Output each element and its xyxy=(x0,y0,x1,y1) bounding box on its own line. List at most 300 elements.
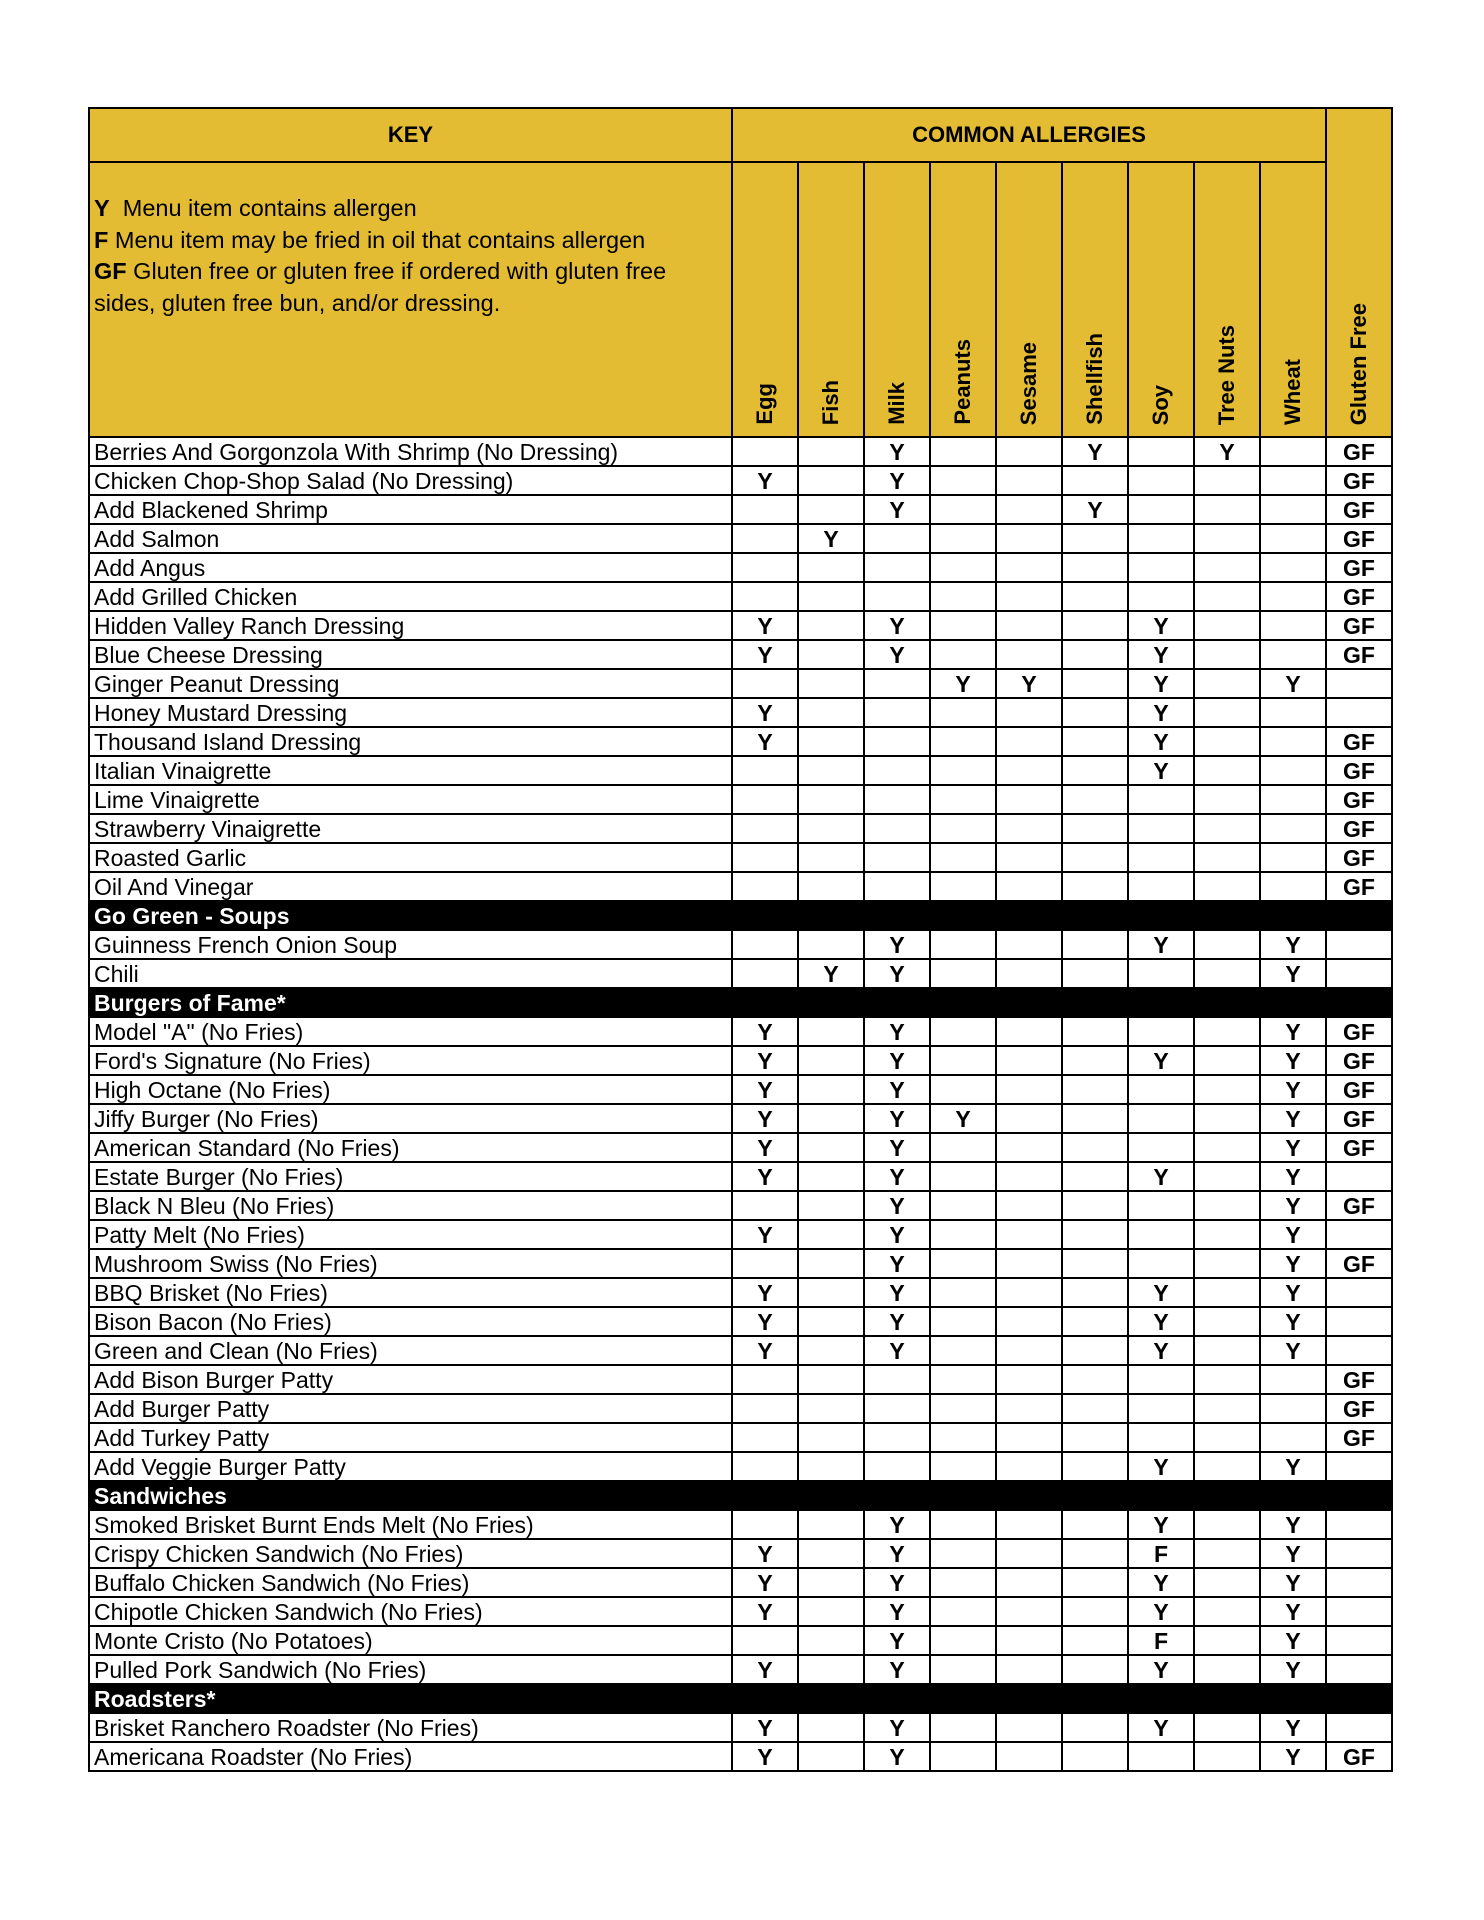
cell-shellfish xyxy=(1062,1568,1128,1597)
table-row xyxy=(89,669,1392,698)
cell-sesame xyxy=(996,1307,1062,1336)
cell-egg xyxy=(732,669,798,698)
cell-gf: GF xyxy=(1326,785,1392,814)
cell-milk: Y xyxy=(864,959,930,988)
table-row xyxy=(89,1249,1392,1278)
cell-soy xyxy=(1128,1220,1194,1249)
cell-shellfish: Y xyxy=(1062,495,1128,524)
cell-tree-nuts xyxy=(1194,1742,1260,1771)
cell-sesame xyxy=(996,1046,1062,1075)
cell-peanuts xyxy=(930,1278,996,1307)
cell-fish xyxy=(798,785,864,814)
cell-soy xyxy=(1128,1017,1194,1046)
cell-sesame xyxy=(996,814,1062,843)
cell-wheat: Y xyxy=(1260,959,1326,988)
menu-item-name: Honey Mustard Dressing xyxy=(89,698,732,727)
cell-soy xyxy=(1128,466,1194,495)
cell-sesame xyxy=(996,1133,1062,1162)
cell-sesame xyxy=(996,1162,1062,1191)
cell-sesame xyxy=(996,524,1062,553)
allergen-header-shellfish xyxy=(1062,162,1128,437)
cell-wheat: Y xyxy=(1260,669,1326,698)
cell-gf: GF xyxy=(1326,553,1392,582)
cell-wheat: Y xyxy=(1260,1452,1326,1481)
cell-tree-nuts xyxy=(1194,1075,1260,1104)
allergen-header-soy xyxy=(1128,162,1194,437)
cell-fish xyxy=(798,1017,864,1046)
cell-milk: Y xyxy=(864,1046,930,1075)
table-row xyxy=(89,1510,1392,1539)
cell-wheat: Y xyxy=(1260,1017,1326,1046)
allergen-header-sesame xyxy=(996,162,1062,437)
cell-gf xyxy=(1326,1307,1392,1336)
cell-gf: GF xyxy=(1326,1133,1392,1162)
cell-shellfish xyxy=(1062,553,1128,582)
table-row xyxy=(89,727,1392,756)
cell-shellfish xyxy=(1062,814,1128,843)
cell-egg: Y xyxy=(732,1278,798,1307)
menu-item-name: Add Bison Burger Patty xyxy=(89,1365,732,1394)
cell-peanuts xyxy=(930,1655,996,1684)
cell-peanuts xyxy=(930,640,996,669)
cell-fish xyxy=(798,1046,864,1075)
cell-fish xyxy=(798,1191,864,1220)
cell-soy xyxy=(1128,843,1194,872)
table-row xyxy=(89,1133,1392,1162)
cell-milk: Y xyxy=(864,1626,930,1655)
cell-gf xyxy=(1326,1162,1392,1191)
cell-peanuts xyxy=(930,872,996,901)
cell-shellfish xyxy=(1062,1713,1128,1742)
cell-shellfish xyxy=(1062,1133,1128,1162)
cell-sesame xyxy=(996,698,1062,727)
menu-item-name: Pulled Pork Sandwich (No Fries) xyxy=(89,1655,732,1684)
cell-tree-nuts xyxy=(1194,1510,1260,1539)
cell-shellfish xyxy=(1062,1220,1128,1249)
cell-fish xyxy=(798,843,864,872)
cell-fish xyxy=(798,466,864,495)
cell-egg: Y xyxy=(732,1220,798,1249)
table-row xyxy=(89,1278,1392,1307)
cell-soy xyxy=(1128,1365,1194,1394)
cell-soy: Y xyxy=(1128,611,1194,640)
cell-gf: GF xyxy=(1326,1423,1392,1452)
cell-fish xyxy=(798,1423,864,1452)
cell-wheat: Y xyxy=(1260,1162,1326,1191)
menu-item-name: Oil And Vinegar xyxy=(89,872,732,901)
cell-soy xyxy=(1128,872,1194,901)
key-title: KEY xyxy=(89,108,732,162)
cell-soy: Y xyxy=(1128,1568,1194,1597)
cell-peanuts xyxy=(930,1191,996,1220)
menu-item-name: Monte Cristo (No Potatoes) xyxy=(89,1626,732,1655)
cell-wheat: Y xyxy=(1260,1278,1326,1307)
menu-item-name: BBQ Brisket (No Fries) xyxy=(89,1278,732,1307)
cell-milk xyxy=(864,524,930,553)
cell-wheat: Y xyxy=(1260,1626,1326,1655)
cell-shellfish xyxy=(1062,524,1128,553)
cell-shellfish xyxy=(1062,1742,1128,1771)
menu-item-name: Add Grilled Chicken xyxy=(89,582,732,611)
cell-soy: F xyxy=(1128,1626,1194,1655)
cell-shellfish xyxy=(1062,611,1128,640)
key-line-f: F Menu item may be fried in oil that contains allergen xyxy=(94,226,646,253)
cell-tree-nuts xyxy=(1194,727,1260,756)
cell-peanuts xyxy=(930,1742,996,1771)
menu-item-name: Add Salmon xyxy=(89,524,732,553)
cell-peanuts xyxy=(930,1597,996,1626)
cell-wheat: Y xyxy=(1260,1249,1326,1278)
cell-milk xyxy=(864,814,930,843)
cell-egg: Y xyxy=(732,611,798,640)
section-row xyxy=(89,901,1392,930)
cell-peanuts xyxy=(930,1162,996,1191)
cell-sesame xyxy=(996,1394,1062,1423)
cell-egg: Y xyxy=(732,1104,798,1133)
table-row xyxy=(89,1539,1392,1568)
cell-milk: Y xyxy=(864,1220,930,1249)
cell-peanuts xyxy=(930,756,996,785)
menu-item-name: Add Angus xyxy=(89,553,732,582)
cell-peanuts xyxy=(930,930,996,959)
cell-fish xyxy=(798,1568,864,1597)
cell-shellfish xyxy=(1062,872,1128,901)
cell-milk: Y xyxy=(864,640,930,669)
cell-wheat xyxy=(1260,640,1326,669)
menu-item-name: Berries And Gorgonzola With Shrimp (No Dressing) xyxy=(89,437,732,466)
cell-wheat xyxy=(1260,1365,1326,1394)
menu-item-name: Patty Melt (No Fries) xyxy=(89,1220,732,1249)
cell-soy: Y xyxy=(1128,640,1194,669)
cell-wheat: Y xyxy=(1260,1713,1326,1742)
table-row xyxy=(89,959,1392,988)
cell-soy xyxy=(1128,1394,1194,1423)
cell-peanuts xyxy=(930,553,996,582)
cell-peanuts xyxy=(930,785,996,814)
cell-wheat: Y xyxy=(1260,1510,1326,1539)
cell-peanuts xyxy=(930,1075,996,1104)
cell-tree-nuts xyxy=(1194,640,1260,669)
cell-gf: GF xyxy=(1326,843,1392,872)
cell-gf xyxy=(1326,959,1392,988)
cell-tree-nuts xyxy=(1194,872,1260,901)
cell-soy: Y xyxy=(1128,698,1194,727)
cell-soy: Y xyxy=(1128,1597,1194,1626)
cell-tree-nuts xyxy=(1194,1046,1260,1075)
cell-wheat: Y xyxy=(1260,1133,1326,1162)
cell-peanuts xyxy=(930,495,996,524)
table-row xyxy=(89,1655,1392,1684)
cell-peanuts xyxy=(930,1626,996,1655)
cell-peanuts xyxy=(930,1539,996,1568)
cell-soy: Y xyxy=(1128,1510,1194,1539)
cell-peanuts xyxy=(930,727,996,756)
cell-tree-nuts xyxy=(1194,669,1260,698)
cell-sesame xyxy=(996,843,1062,872)
cell-peanuts xyxy=(930,437,996,466)
cell-sesame xyxy=(996,1191,1062,1220)
cell-fish xyxy=(798,1742,864,1771)
cell-sesame xyxy=(996,1510,1062,1539)
menu-item-name: Mushroom Swiss (No Fries) xyxy=(89,1249,732,1278)
table-row xyxy=(89,1162,1392,1191)
cell-fish xyxy=(798,1713,864,1742)
cell-shellfish xyxy=(1062,1510,1128,1539)
cell-shellfish xyxy=(1062,669,1128,698)
menu-item-name: Ford's Signature (No Fries) xyxy=(89,1046,732,1075)
menu-item-name: American Standard (No Fries) xyxy=(89,1133,732,1162)
cell-fish: Y xyxy=(798,959,864,988)
cell-peanuts: Y xyxy=(930,1104,996,1133)
menu-item-name: Buffalo Chicken Sandwich (No Fries) xyxy=(89,1568,732,1597)
cell-egg xyxy=(732,582,798,611)
cell-peanuts xyxy=(930,1017,996,1046)
allergen-label: Egg xyxy=(752,383,777,425)
menu-item-name: Roasted Garlic xyxy=(89,843,732,872)
cell-soy: Y xyxy=(1128,756,1194,785)
cell-gf xyxy=(1326,1220,1392,1249)
cell-shellfish xyxy=(1062,1365,1128,1394)
cell-milk: Y xyxy=(864,1597,930,1626)
table-row xyxy=(89,1075,1392,1104)
cell-shellfish xyxy=(1062,1075,1128,1104)
cell-egg: Y xyxy=(732,1655,798,1684)
cell-tree-nuts xyxy=(1194,1220,1260,1249)
cell-egg: Y xyxy=(732,727,798,756)
cell-gf xyxy=(1326,669,1392,698)
cell-egg xyxy=(732,785,798,814)
cell-sesame xyxy=(996,1365,1062,1394)
cell-shellfish xyxy=(1062,698,1128,727)
cell-egg: Y xyxy=(732,466,798,495)
cell-egg: Y xyxy=(732,1307,798,1336)
cell-milk: Y xyxy=(864,1133,930,1162)
cell-milk xyxy=(864,785,930,814)
cell-tree-nuts xyxy=(1194,1162,1260,1191)
menu-item-name: Strawberry Vinaigrette xyxy=(89,814,732,843)
menu-item-name: Green and Clean (No Fries) xyxy=(89,1336,732,1365)
cell-tree-nuts xyxy=(1194,466,1260,495)
cell-sesame xyxy=(996,437,1062,466)
cell-tree-nuts xyxy=(1194,785,1260,814)
cell-fish xyxy=(798,640,864,669)
cell-soy xyxy=(1128,1423,1194,1452)
cell-peanuts xyxy=(930,698,996,727)
menu-item-name: Add Turkey Patty xyxy=(89,1423,732,1452)
table-row xyxy=(89,1104,1392,1133)
cell-peanuts xyxy=(930,959,996,988)
menu-item-name: Model "A" (No Fries) xyxy=(89,1017,732,1046)
cell-milk: Y xyxy=(864,1191,930,1220)
cell-egg xyxy=(732,1394,798,1423)
cell-sesame xyxy=(996,1017,1062,1046)
cell-tree-nuts xyxy=(1194,1133,1260,1162)
cell-sesame xyxy=(996,1655,1062,1684)
cell-fish xyxy=(798,1365,864,1394)
cell-wheat: Y xyxy=(1260,1046,1326,1075)
cell-shellfish xyxy=(1062,1336,1128,1365)
cell-peanuts xyxy=(930,611,996,640)
cell-tree-nuts xyxy=(1194,1104,1260,1133)
cell-gf xyxy=(1326,930,1392,959)
cell-soy: Y xyxy=(1128,1162,1194,1191)
allergen-table xyxy=(88,107,1393,1772)
cell-shellfish xyxy=(1062,843,1128,872)
cell-gf: GF xyxy=(1326,1742,1392,1771)
cell-peanuts xyxy=(930,582,996,611)
cell-egg: Y xyxy=(732,1713,798,1742)
menu-item-name: Guinness French Onion Soup xyxy=(89,930,732,959)
cell-fish xyxy=(798,1597,864,1626)
allergen-header-milk xyxy=(864,162,930,437)
menu-item-name: Hidden Valley Ranch Dressing xyxy=(89,611,732,640)
menu-item-name: Chipotle Chicken Sandwich (No Fries) xyxy=(89,1597,732,1626)
cell-fish xyxy=(798,1539,864,1568)
cell-milk: Y xyxy=(864,1075,930,1104)
cell-soy: Y xyxy=(1128,1046,1194,1075)
cell-fish xyxy=(798,1394,864,1423)
cell-wheat: Y xyxy=(1260,930,1326,959)
cell-sesame xyxy=(996,1249,1062,1278)
key-line-gf: GF Gluten free or gluten free if ordered with gluten free sides, gluten free bun, and/or dressing. xyxy=(94,258,673,316)
cell-soy: F xyxy=(1128,1539,1194,1568)
cell-sesame xyxy=(996,1597,1062,1626)
cell-milk xyxy=(864,582,930,611)
menu-item-name: Lime Vinaigrette xyxy=(89,785,732,814)
cell-wheat: Y xyxy=(1260,1742,1326,1771)
cell-shellfish xyxy=(1062,959,1128,988)
cell-tree-nuts: Y xyxy=(1194,437,1260,466)
cell-fish xyxy=(798,756,864,785)
cell-fish xyxy=(798,1133,864,1162)
cell-soy xyxy=(1128,785,1194,814)
cell-sesame xyxy=(996,1278,1062,1307)
cell-fish xyxy=(798,930,864,959)
key-line-y: Y Menu item contains allergen xyxy=(94,195,417,221)
allergen-header-tree-nuts xyxy=(1194,162,1260,437)
cell-gf xyxy=(1326,1655,1392,1684)
cell-milk: Y xyxy=(864,1017,930,1046)
cell-wheat: Y xyxy=(1260,1336,1326,1365)
cell-egg xyxy=(732,1191,798,1220)
cell-shellfish xyxy=(1062,466,1128,495)
cell-gf: GF xyxy=(1326,495,1392,524)
cell-egg xyxy=(732,553,798,582)
cell-milk: Y xyxy=(864,1742,930,1771)
cell-peanuts xyxy=(930,1365,996,1394)
menu-item-name: Chicken Chop-Shop Salad (No Dressing) xyxy=(89,466,732,495)
cell-sesame xyxy=(996,1423,1062,1452)
cell-sesame: Y xyxy=(996,669,1062,698)
cell-shellfish xyxy=(1062,1307,1128,1336)
cell-fish xyxy=(798,611,864,640)
table-row xyxy=(89,1423,1392,1452)
cell-peanuts xyxy=(930,1307,996,1336)
cell-egg xyxy=(732,756,798,785)
cell-peanuts xyxy=(930,1452,996,1481)
section-title: Sandwiches xyxy=(89,1481,1392,1510)
cell-egg xyxy=(732,1510,798,1539)
cell-soy xyxy=(1128,553,1194,582)
menu-item-name: Jiffy Burger (No Fries) xyxy=(89,1104,732,1133)
cell-milk: Y xyxy=(864,1655,930,1684)
cell-gf xyxy=(1326,1336,1392,1365)
cell-tree-nuts xyxy=(1194,843,1260,872)
cell-shellfish xyxy=(1062,1394,1128,1423)
gluten-free-label: Gluten Free xyxy=(1346,302,1371,425)
cell-egg: Y xyxy=(732,1568,798,1597)
menu-item-name: Thousand Island Dressing xyxy=(89,727,732,756)
cell-sesame xyxy=(996,727,1062,756)
cell-soy: Y xyxy=(1128,930,1194,959)
allergen-label: Peanuts xyxy=(950,339,975,425)
cell-shellfish xyxy=(1062,1655,1128,1684)
cell-shellfish xyxy=(1062,1046,1128,1075)
cell-tree-nuts xyxy=(1194,524,1260,553)
menu-item-name: Estate Burger (No Fries) xyxy=(89,1162,732,1191)
table-row xyxy=(89,872,1392,901)
cell-soy: Y xyxy=(1128,1278,1194,1307)
cell-tree-nuts xyxy=(1194,1017,1260,1046)
cell-milk: Y xyxy=(864,1568,930,1597)
cell-soy: Y xyxy=(1128,1655,1194,1684)
table-row xyxy=(89,814,1392,843)
cell-sesame xyxy=(996,640,1062,669)
table-row xyxy=(89,1713,1392,1742)
cell-gf: GF xyxy=(1326,582,1392,611)
cell-wheat: Y xyxy=(1260,1104,1326,1133)
cell-sesame xyxy=(996,1539,1062,1568)
cell-soy xyxy=(1128,1249,1194,1278)
cell-gf xyxy=(1326,1452,1392,1481)
cell-milk xyxy=(864,1365,930,1394)
cell-gf: GF xyxy=(1326,611,1392,640)
cell-egg xyxy=(732,524,798,553)
cell-sesame xyxy=(996,1104,1062,1133)
menu-item-name: Americana Roadster (No Fries) xyxy=(89,1742,732,1771)
cell-egg xyxy=(732,872,798,901)
cell-gf: GF xyxy=(1326,1191,1392,1220)
cell-milk: Y xyxy=(864,1307,930,1336)
section-row xyxy=(89,988,1392,1017)
cell-shellfish xyxy=(1062,930,1128,959)
allergen-header-fish xyxy=(798,162,864,437)
cell-peanuts xyxy=(930,814,996,843)
cell-egg xyxy=(732,1452,798,1481)
table-row xyxy=(89,640,1392,669)
cell-wheat xyxy=(1260,698,1326,727)
cell-tree-nuts xyxy=(1194,814,1260,843)
cell-milk: Y xyxy=(864,1336,930,1365)
menu-item-name: Italian Vinaigrette xyxy=(89,756,732,785)
cell-egg: Y xyxy=(732,698,798,727)
cell-tree-nuts xyxy=(1194,1249,1260,1278)
cell-gf: GF xyxy=(1326,1017,1392,1046)
cell-wheat xyxy=(1260,466,1326,495)
cell-peanuts xyxy=(930,1046,996,1075)
cell-wheat xyxy=(1260,1423,1326,1452)
cell-sesame xyxy=(996,1713,1062,1742)
cell-gf: GF xyxy=(1326,1249,1392,1278)
section-title: Roadsters* xyxy=(89,1684,1392,1713)
cell-soy xyxy=(1128,1191,1194,1220)
cell-shellfish xyxy=(1062,1162,1128,1191)
menu-item-name: Add Burger Patty xyxy=(89,1394,732,1423)
section-row xyxy=(89,1481,1392,1510)
cell-peanuts xyxy=(930,1249,996,1278)
cell-wheat: Y xyxy=(1260,1307,1326,1336)
cell-peanuts xyxy=(930,1510,996,1539)
